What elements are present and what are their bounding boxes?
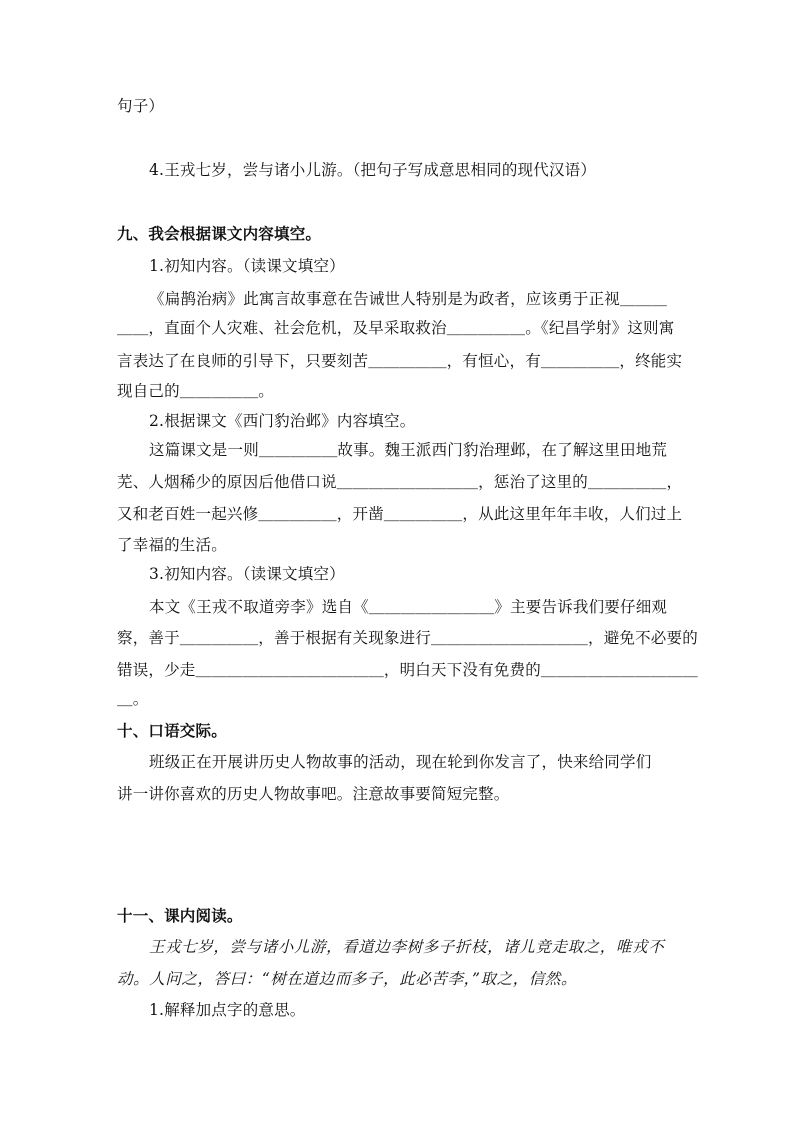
text-line: 现自己的＿＿＿＿＿。 [117,382,275,400]
text-line: 《扁鹊治病》此寓言故事意在告诫世人特别是为政者，应该勇于正视＿＿＿ [149,290,668,308]
text-line: 芜、人烟稀少的原因后他借口说＿＿＿＿＿＿＿＿＿，惩治了这里的＿＿＿＿＿， [117,473,683,491]
classical-text-line: 王戎七岁，尝与诸小儿游，看道边李树多子折枝，诸儿竞走取之，唯戎不 [149,938,665,956]
text-line: ＿。 [117,690,149,708]
text-line: 这篇课文是一则＿＿＿＿＿故事。魏王派西门豹治理邺，在了解这里田地荒 [149,441,668,459]
section-10-title: 十、口语交际。 [117,721,227,740]
text-line: 句子） [117,97,165,115]
text-line: 讲一讲你喜欢的历史人物故事吧。注意故事要简短完整。 [117,785,510,803]
text-line: 错误，少走＿＿＿＿＿＿＿＿＿＿＿＿，明白天下没有免费的＿＿＿＿＿＿＿＿＿＿ [117,661,698,679]
question-8-4: 4.王戎七岁，尝与诸小儿游。（把句子写成意思相同的现代汉语） [149,161,597,179]
text-line: 班级正在开展讲历史人物故事的活动，现在轮到你发言了，快来给同学们 [149,753,652,771]
question-9-1: 1.初知内容。（读课文填空） [149,257,345,275]
text-line: 又和老百姓一起兴修＿＿＿＿＿，开凿＿＿＿＿＿，从此这里年年丰收，人们过上 [117,505,683,523]
section-9-title: 九、我会根据课文内容填空。 [117,224,322,243]
text-line: 言表达了在良师的引导下，只要刻苦＿＿＿＿＿，有恒心，有＿＿＿＿＿，终能实 [117,352,683,370]
text-line: 了幸福的生活。 [117,536,227,554]
section-11-title: 十一、课内阅读。 [117,906,243,925]
text-line: 察，善于＿＿＿＿＿，善于根据有关现象进行＿＿＿＿＿＿＿＿＿＿，避免不必要的 [117,629,698,647]
question-9-2: 2.根据课文《西门豹治邺》内容填空。 [149,412,416,430]
text-line: 本文《王戎不取道旁李》选自《＿＿＿＿＿＿＿＿》主要告诉我们要仔细观 [149,598,668,616]
classical-text-line: 动。人问之，答曰：“树在道边而多子，此必苦李，”取之，信然。 [117,970,578,988]
question-9-3: 3.初知内容。（读课文填空） [149,565,345,583]
question-11-1: 1.解释加点字的意思。 [149,1001,306,1019]
text-line: ＿＿，直面个人灾难、社会危机，及早采取救治＿＿＿＿＿。《纪昌学射》这则寓 [117,319,675,337]
